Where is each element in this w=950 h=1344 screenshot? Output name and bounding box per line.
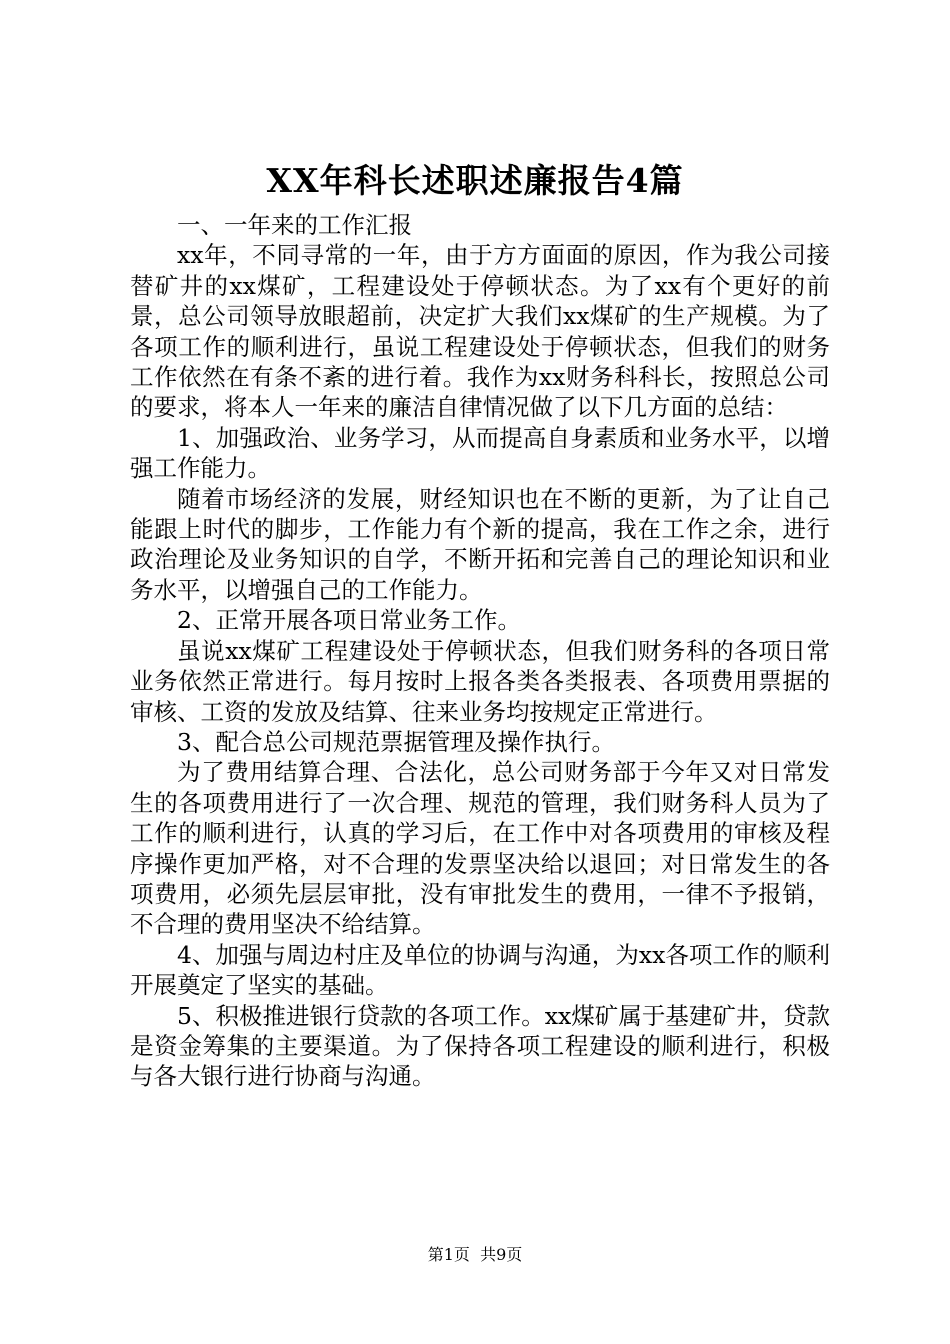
page-footer — [0, 1244, 950, 1266]
body-paragraph: 虽说xx煤矿工程建设处于停顿状态，但我们财务科的各项日常业务依然正常进行。每月按时上报各类各类报表、各项费用票据的审核、工资的发放及结算、往来业务均按规定正常进行。 — [130, 636, 830, 726]
page-number: 第1页 — [427, 1245, 470, 1264]
list-item-heading: 1、加强政治、业务学习，从而提高自身素质和业务水平，以增强工作能力。 — [130, 423, 830, 483]
list-item-heading: 3、配合总公司规范票据管理及操作执行。 — [177, 727, 615, 756]
document-body — [130, 210, 830, 1092]
list-item-heading: 5、积极推进银行贷款的各项工作。xx煤矿属于基建矿井，贷款是资金筹集的主要渠道。为了保持各项工程建设的顺利进行，积极与各大银行进行协商与沟通。 — [130, 1001, 830, 1091]
page-total: 共9页 — [480, 1245, 523, 1264]
list-item-heading: 2、正常开展各项日常业务工作。 — [177, 606, 521, 635]
document-title: XX年科长述职述廉报告4篇 — [266, 161, 684, 200]
list-item-heading: 4、加强与周边村庄及单位的协调与沟通，为xx各项工作的顺利开展奠定了坚实的基础。 — [130, 940, 830, 1000]
body-paragraph: 为了费用结算合理、合法化，总公司财务部于今年又对日常发生的各项费用进行了一次合理、规范的管理，我们财务科人员为了工作的顺利进行，认真的学习后，在工作中对各项费用的审核及程序操作更加严格，对不合理的发票坚决给以退回；对日常发生的各项费用，必须先层层审批，没有审批发生的费用，一律不予报销，不合理的费用坚决不给结算。 — [130, 758, 830, 939]
body-paragraph: xx年，不同寻常的一年，由于方方面面的原因，作为我公司接替矿井的xx煤矿，工程建设处于停顿状态。为了xx有个更好的前景，总公司领导放眼超前，决定扩大我们xx煤矿的生产规模。为了各项工作的顺利进行，虽说工程建设处于停顿状态，但我们的财务工作依然在有条不紊的进行着。我作为xx财务科科长，按照总公司的要求，将本人一年来的廉洁自律情况做了以下几方面的总结： — [130, 241, 830, 422]
body-paragraph: 随着市场经济的发展，财经知识也在不断的更新，为了让自己能跟上时代的脚步，工作能力有个新的提高，我在工作之余，进行政治理论及业务知识的自学，不断开拓和完善自己的理论知识和业务水平，以增强自己的工作能力。 — [130, 484, 830, 604]
section-heading: 一、一年来的工作汇报 — [177, 211, 412, 239]
